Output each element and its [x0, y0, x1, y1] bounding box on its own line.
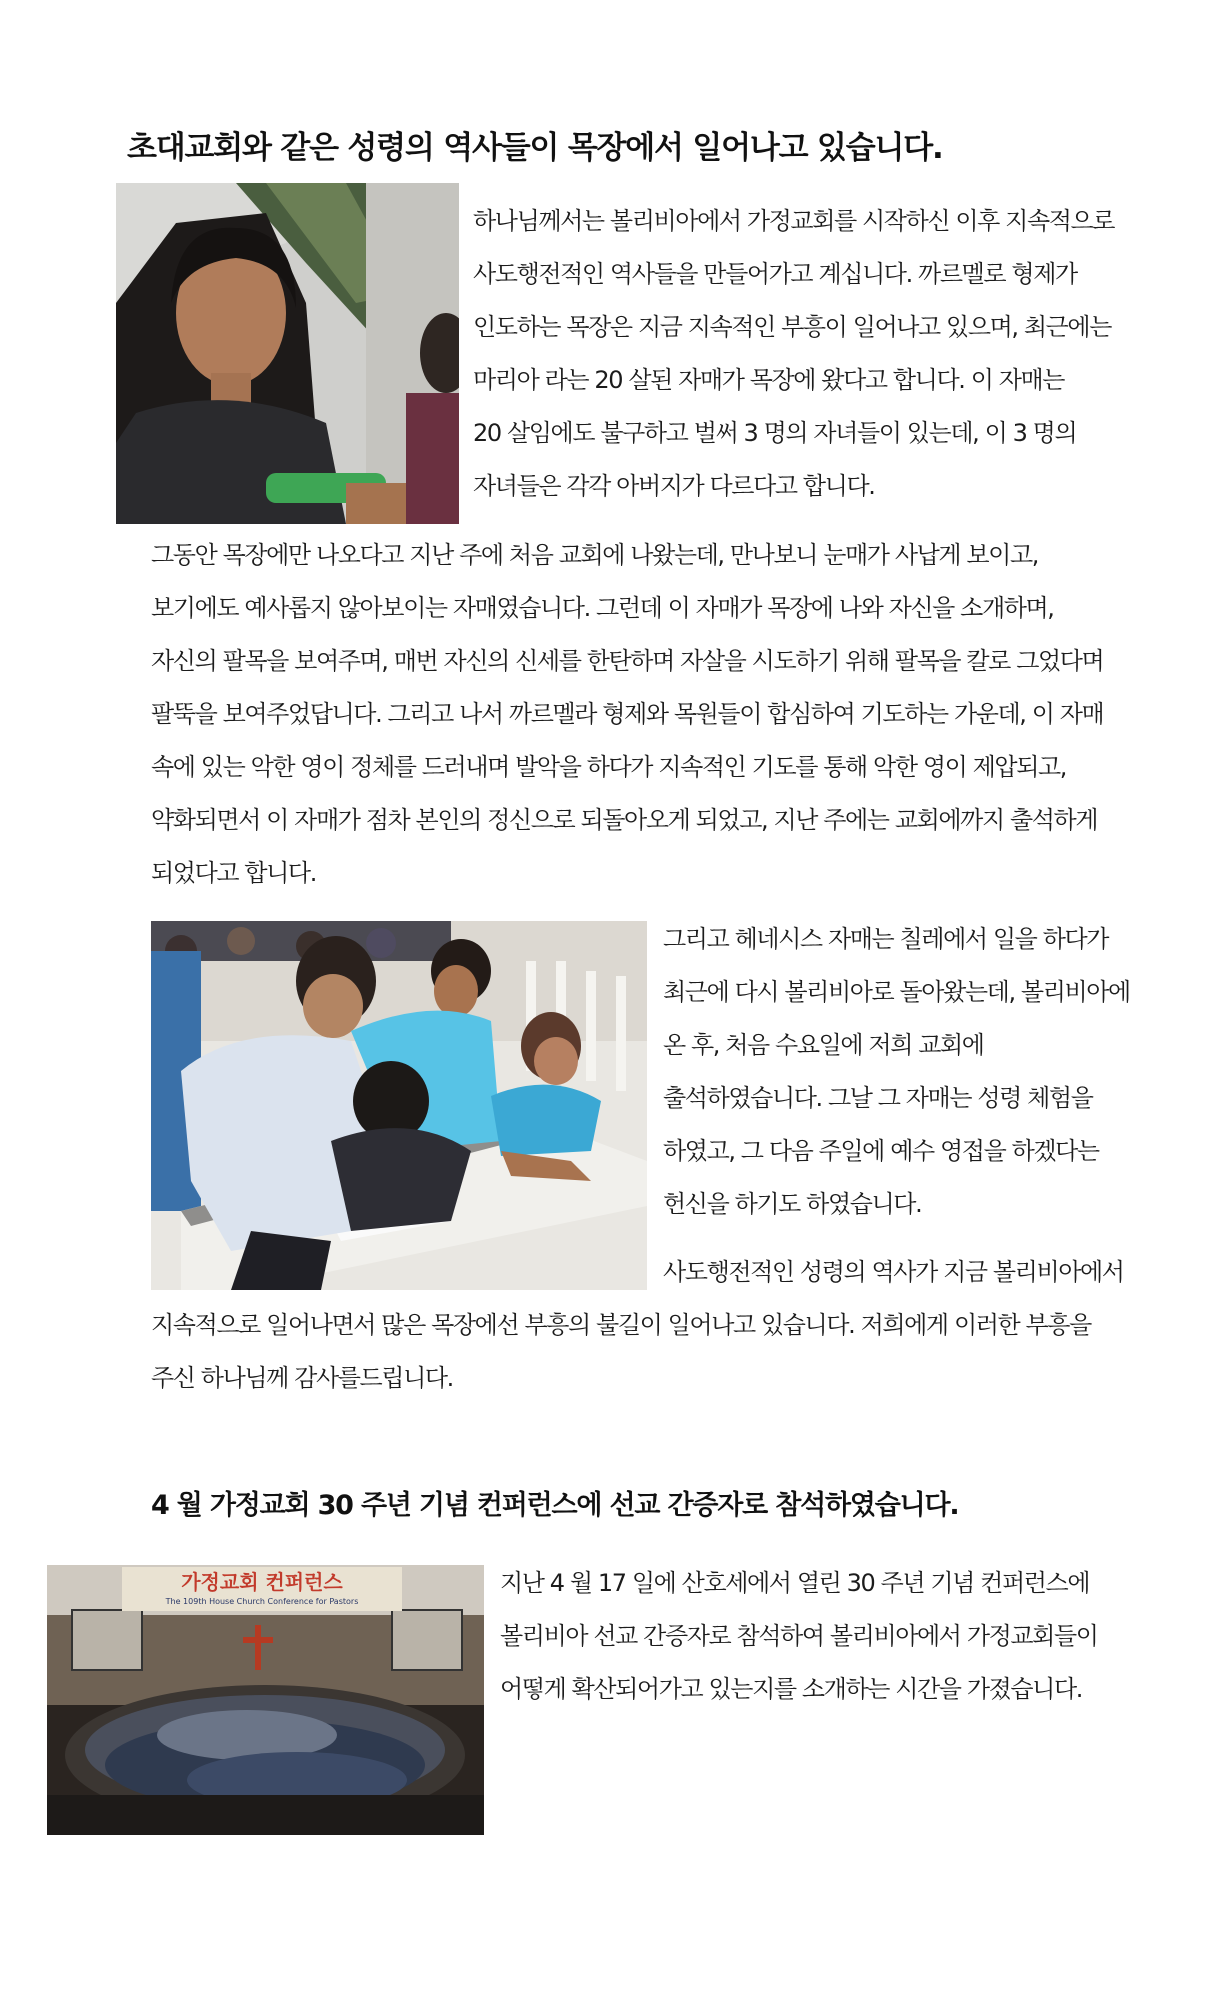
genesis-line: 하였고, 그 다음 주일에 예수 영접을 하겠다는 — [663, 1137, 1099, 1165]
conference-line: 볼리비아 선교 간증자로 참석하여 볼리비아에서 가정교회들이 — [500, 1622, 1098, 1650]
section1-heading: 초대교회와 같은 성령의 역사들이 목장에서 일어나고 있습니다. — [127, 130, 943, 166]
conference-line: 어떻게 확산되어가고 있는지를 소개하는 시간을 가졌습니다. — [500, 1675, 1082, 1703]
genesis-line: 온 후, 처음 수요일에 저희 교회에 — [663, 1031, 984, 1059]
story-line: 그동안 목장에만 나오다고 지난 주에 처음 교회에 나왔는데, 만나보니 눈매가 사납게 보이고, — [151, 541, 1038, 569]
genesis-line: 헌신을 하기도 하였습니다. — [663, 1190, 922, 1218]
closing-line: 지속적으로 일어나면서 많은 목장에선 부흥의 불길이 일어나고 있습니다. 저희에게 이러한 부흥을 — [151, 1311, 1091, 1339]
story-line: 속에 있는 악한 영이 정체를 드러내며 발악을 하다가 지속적인 기도를 통해 악한 영이 제압되고, — [151, 753, 1066, 781]
conference-line: 지난 4 월 17 일에 산호세에서 열린 30 주년 기념 컨퍼런스에 — [500, 1569, 1090, 1597]
closing-line: 사도행전적인 성령의 역사가 지금 볼리비아에서 — [663, 1258, 1124, 1286]
intro-line: 사도행전적인 역사들을 만들어가고 계십니다. 까르멜로 형제가 — [473, 260, 1077, 288]
genesis-line: 그리고 헤네시스 자매는 칠레에서 일을 하다가 — [663, 925, 1109, 953]
closing-line: 주신 하나님께 감사를드립니다. — [151, 1364, 453, 1392]
intro-line: 자녀들은 각각 아버지가 다르다고 합니다. — [473, 472, 875, 500]
story-line: 되었다고 합니다. — [151, 859, 316, 887]
intro-line: 마리아 라는 20 살된 자매가 목장에 왔다고 합니다. 이 자매는 — [473, 366, 1065, 394]
intro-line: 하나님께서는 볼리비아에서 가정교회를 시작하신 이후 지속적으로 — [473, 207, 1115, 235]
svg-text:The 109th House Church Confere: The 109th House Church Conference for Pastors — [165, 1597, 359, 1606]
section2-heading: 4 월 가정교회 30 주년 기념 컨퍼런스에 선교 간증자로 참석하였습니다. — [151, 1490, 959, 1521]
story-line: 보기에도 예사롭지 않아보이는 자매였습니다. 그런데 이 자매가 목장에 나와 자신을 소개하며, — [151, 594, 1054, 622]
story-line: 약화되면서 이 자매가 점차 본인의 정신으로 되돌아오게 되었고, 지난 주에는 교회에까지 출석하게 — [151, 806, 1098, 834]
conference-group-photo — [47, 1565, 484, 1835]
story-line: 팔뚝을 보여주었답니다. 그리고 나서 까르멜라 형제와 목원들이 합심하여 기도하는 가운데, 이 자매 — [151, 700, 1104, 728]
intro-line: 20 살임에도 불구하고 벌써 3 명의 자녀들이 있는데, 이 3 명의 — [473, 419, 1077, 447]
signing-card-photo — [151, 921, 647, 1290]
genesis-line: 출석하였습니다. 그날 그 자매는 성령 체험을 — [663, 1084, 1093, 1112]
genesis-line: 최근에 다시 볼리비아로 돌아왔는데, 볼리비아에 — [663, 978, 1130, 1006]
svg-text:가정교회 컨퍼런스: 가정교회 컨퍼런스 — [181, 1570, 343, 1594]
intro-line: 인도하는 목장은 지금 지속적인 부흥이 일어나고 있으며, 최근에는 — [473, 313, 1111, 341]
woman-portrait-photo — [116, 183, 459, 524]
story-line: 자신의 팔목을 보여주며, 매번 자신의 신세를 한탄하며 자살을 시도하기 위해 팔목을 칼로 그었다며 — [151, 647, 1104, 675]
